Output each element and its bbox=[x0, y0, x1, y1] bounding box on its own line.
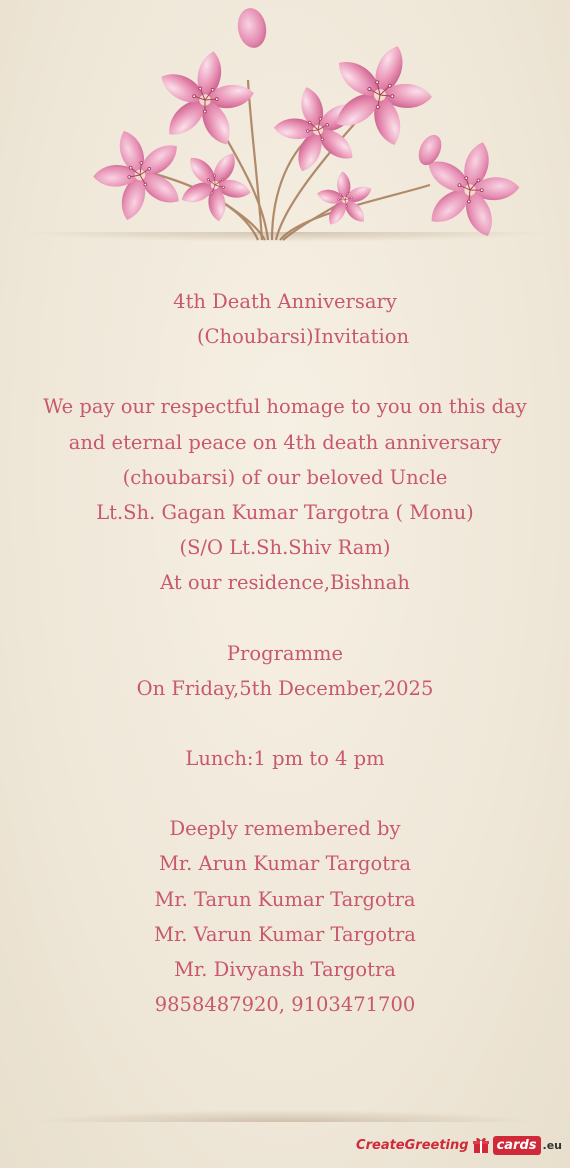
message-line: and eternal peace on 4th death anniversary bbox=[68, 430, 502, 454]
invitation-subheading: (Choubarsi)Invitation bbox=[196, 325, 409, 349]
spacer bbox=[20, 776, 550, 811]
spacer bbox=[20, 706, 550, 741]
family-member: Mr. Arun Kumar Targotra bbox=[158, 852, 412, 876]
spacer bbox=[20, 354, 550, 389]
invitation-text bbox=[20, 284, 550, 1022]
family-member: Mr. Varun Kumar Targotra bbox=[154, 922, 416, 946]
flower-blossoms bbox=[79, 28, 532, 248]
remembered-label: Deeply remembered by bbox=[169, 817, 401, 841]
programme-label: Programme bbox=[226, 641, 344, 665]
venue: At our residence,Bishnah bbox=[160, 571, 410, 595]
spacer bbox=[20, 601, 550, 636]
message-line: (choubarsi) of our beloved Uncle bbox=[122, 465, 448, 489]
deceased-name: Lt.Sh. Gagan Kumar Targotra ( Monu) bbox=[96, 501, 474, 525]
family-member: Mr. Tarun Kumar Targotra bbox=[154, 887, 416, 911]
family-member: Mr. Divyansh Targotra bbox=[174, 958, 396, 982]
invitation-heading: 4th Death Anniversary bbox=[173, 290, 397, 313]
message-line: We pay our respectful homage to you on this day bbox=[43, 395, 527, 419]
contact-phones: 9858487920, 9103471700 bbox=[154, 993, 416, 1017]
lunch-time: Lunch:1 pm to 4 pm bbox=[185, 747, 385, 771]
flower-bouquet-illustration bbox=[0, 0, 570, 270]
parentage: (S/O Lt.Sh.Shiv Ram) bbox=[179, 536, 391, 560]
site-watermark[interactable] bbox=[356, 1128, 562, 1162]
watermark-text: CreateGreeting bbox=[356, 1137, 469, 1153]
bottom-divider bbox=[30, 1110, 540, 1122]
programme-date: On Friday,5th December,2025 bbox=[136, 676, 434, 700]
gift-box-icon bbox=[471, 1135, 491, 1155]
top-divider bbox=[20, 232, 550, 242]
watermark-domain: .eu bbox=[542, 1138, 562, 1152]
watermark-badge: cards bbox=[493, 1136, 541, 1155]
